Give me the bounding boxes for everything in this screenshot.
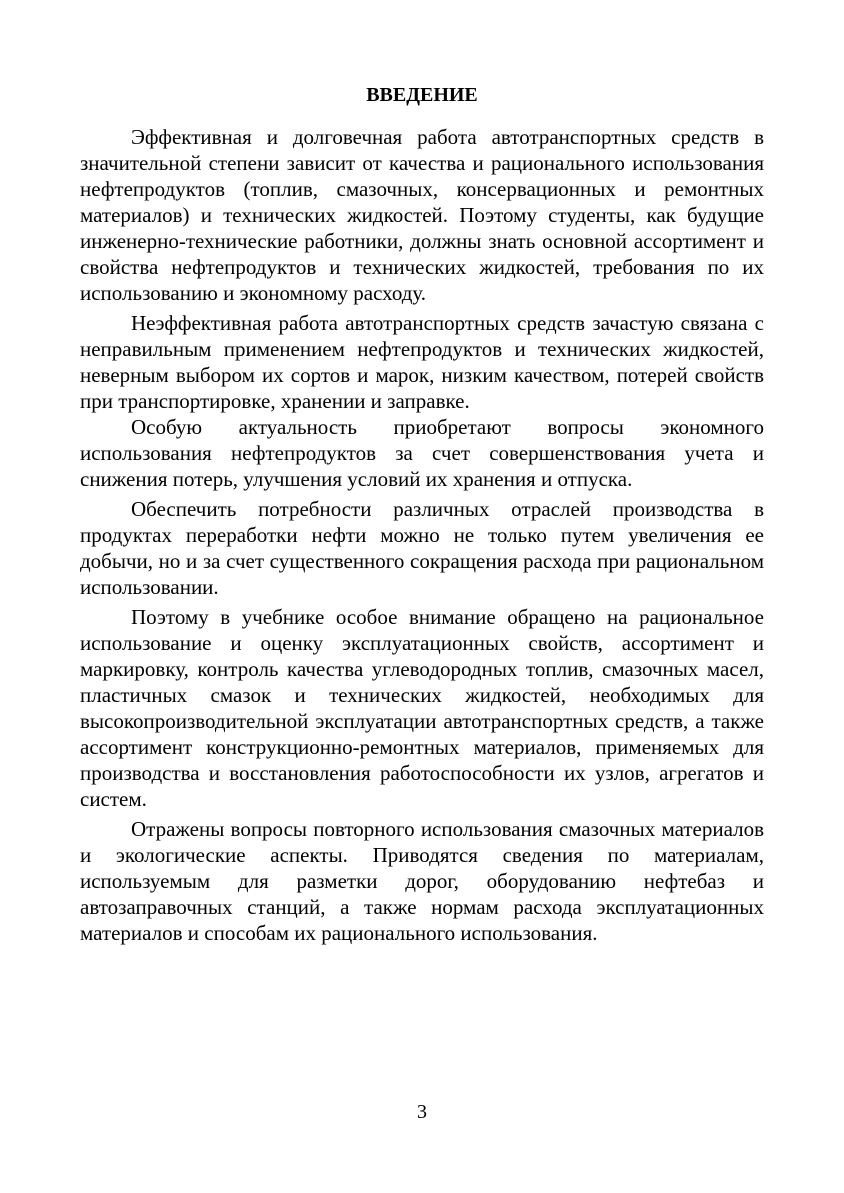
- page-number: 3: [417, 1101, 427, 1123]
- document-body: [80, 124, 764, 946]
- paragraph-1: Эффективная и долговечная работа автотранспортных средств в значительной степени зависит от качества и рационального использования нефтепродуктов (топлив, смазочных, консервационных и ремонтных материалов) и технических жидкостей. Поэтому студенты, как будущие инженерно-технические работники, должны знать основной ассортимент и свойства нефтепродуктов и технических жидкостей, требования по их использованию и экономному расходу.: [80, 125, 764, 305]
- paragraph-4: Обеспечить потребности различных отраслей производства в продуктах переработки нефти можно не только путем увеличения ее добычи, но и за счет существенного сокращения расхода при рациональном использовании.: [80, 497, 764, 599]
- paragraph-3: Особую актуальность приобретают вопросы экономного использования нефтепродуктов за счет совершенствования учета и снижения потерь, улучшения условий их хранения и отпуска.: [80, 415, 764, 491]
- paragraph-2: Неэффективная работа автотранспортных средств зачастую связана с неправильным применением нефтепродуктов и технических жидкостей, неверным выбором их сортов и марок, низким качеством, потерей свойств при транспортировке, хранении и заправке.: [80, 311, 764, 413]
- paragraph-6: Отражены вопросы повторного использования смазочных материалов и экологические аспекты. Приводятся сведения по материалам, используемым для разметки дорог, оборудованию нефтебаз и автозаправочных станций, а также нормам расхода эксплуатационных материалов и способам их рационального использования.: [80, 817, 764, 945]
- paragraph-5: Поэтому в учебнике особое внимание обращено на рациональное использование и оценку эксплуатационных свойств, ассортимент и маркировку, контроль качества углеводородных топлив, смазочных масел, пластичных смазок и технических жидкостей, необходимых для высокопроизводительной эксплуатации автотранспортных средств, а также ассортимент конструкционно-ремонтных материалов, применяемых для производства и восстановления работоспособности их узлов, агрегатов и систем.: [80, 605, 764, 811]
- page-title: ВВЕДЕНИЕ: [366, 84, 478, 106]
